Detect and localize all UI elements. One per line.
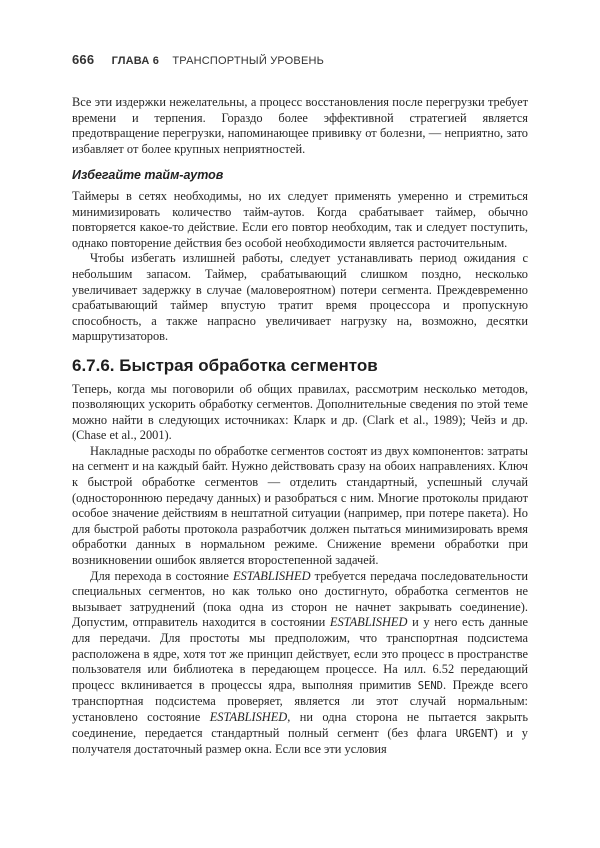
timeout-paragraph-2: Чтобы избегать излишней работы, следует устанавливать период ожидания с небольшим запасом. Таймер, срабатывающий слишком поздно, несколько увеличивает задержку в случае (маловероятном) потери сегмента. Преждевременно срабатывающий таймер впустую тратит время процессора и пропускную способность, а также напрасно увеличивает нагрузку на, возможно, десятки маршрутизаторов. [72, 251, 528, 344]
chapter-title: ТРАНСПОРТНЫЙ УРОВЕНЬ [172, 55, 325, 67]
running-header [72, 52, 528, 72]
text-run: , ни одна сторона не пытается закрыть соединение, передается стандартный полный сегмент (без флага [72, 709, 528, 740]
timeout-paragraph-1: Таймеры в сетях необходимы, но их следует применять умеренно и стремиться минимизировать количество тайм-аутов. Когда срабатывает таймер, обычно повторяется какое-то действие. Если его повтор необходим, так и следует поступить, однако повторение действия без особой необходимости является расточительным. [72, 188, 528, 250]
section-title: 6.7.6. Быстрая обработка сегментов [72, 355, 378, 375]
state-term: ESTABLISHED [232, 568, 311, 583]
intro-paragraph: Все эти издержки нежелательны, а процесс восстановления после перегрузки требует времени и терпения. Гораздо более эффективной стратегией является предотвращение перегрузки, напоминающее прививку от болезни, — неприятно, зато избавляет от более крупных неприятностей. [72, 95, 528, 156]
chapter-label: ГЛАВА 6 [111, 55, 160, 67]
established-paragraph [72, 569, 528, 758]
fast-processing-paragraph-2: Накладные расходы по обработке сегментов состоят из двух компонентов: затраты на сегмент и на каждый байт. Нужно действовать сразу на обоих направлениях. Ключ к быстрой обработке сегментов — отделить стандартный, успешный случай (одностороннюю передачу данных) и разобраться с ним. Многие протоколы придают особое значение действиям в нештатной ситуации (например, при потере пакета). Но для быстрой работы протокола разработчик должен пытаться минимизировать время обработки данных в нормальном режиме. Снижение времени обработки при возникновении ошибок является второстепенной задачей. [72, 443, 528, 568]
fast-processing-paragraph-1: Теперь, когда мы поговорили об общих правилах, рассмотрим несколько методов, позволяющих ускорить обработку сегментов. Дополнительные сведения по этой теме можно найти в следующих источниках: Кларк и др. (Clark et al., 1989); Чейз и др. (Chase et al., 2001). [72, 381, 528, 443]
state-term: ESTABLISHED [209, 709, 288, 724]
page-body [72, 95, 528, 758]
text-run: . Прежде всего транспортная подсистема проверяет, является ли этот случай нормальным: установлено состояние [72, 677, 528, 724]
state-term: ESTABLISHED [329, 615, 408, 630]
page-number: 666 [72, 52, 95, 67]
subheading-avoid-timeouts: Избегайте тайм-аутов [72, 168, 224, 183]
text-run: Для перехода в состояние [90, 568, 233, 583]
text-run: требуется передача последовательности специальных сегментов, но как только оно достигнуто, обработка сегментов не вызывает затруднений (пока одна из сторон не начнет закрывать соединение). Допустим, отправитель находится в состоянии [72, 568, 528, 630]
code-term: URGENT [455, 727, 494, 740]
code-term: SEND [417, 679, 443, 692]
text-run: и у него есть данные для передачи. Для простоты мы предположим, что транспортная подсистема расположена в ядре, хотя тот же принцип действует, если это процесс в пространстве пользователя или библиотека в передающем процессе. На илл. 6.52 передающий процесс вклинивается в процессы ядра, выполняя примитив [72, 615, 528, 692]
text-run: ) и у получателя достаточный размер окна. Если все эти условия [72, 725, 528, 757]
